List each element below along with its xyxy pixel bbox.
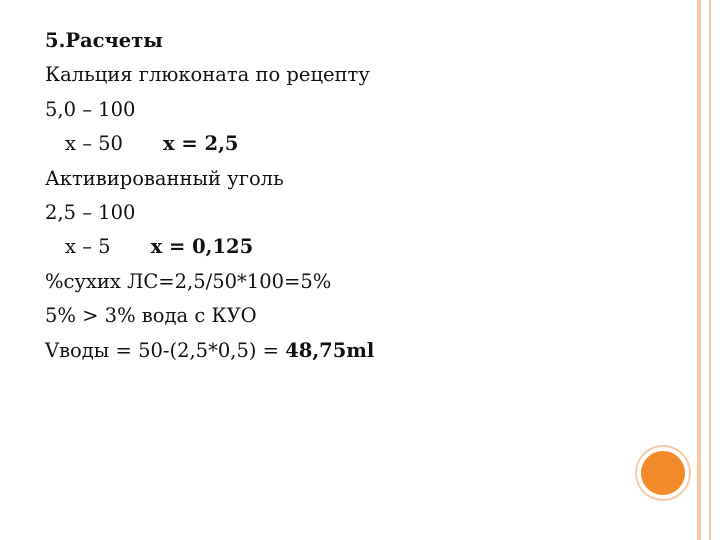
decorative-border-line bbox=[709, 0, 711, 540]
decorative-border-line bbox=[697, 0, 701, 540]
calcium-proportion-2: x – 50 bbox=[65, 132, 123, 156]
water-volume-expression: Vводы = 50-(2,5*0,5) = bbox=[45, 338, 286, 362]
carbon-proportion-1: 2,5 – 100 bbox=[45, 200, 136, 224]
carbon-proportion-2: x – 5 bbox=[65, 235, 111, 259]
water-volume-result: 48,75ml bbox=[285, 338, 375, 362]
decorative-circle-icon bbox=[641, 451, 685, 495]
calcium-result: x = 2,5 bbox=[162, 132, 239, 156]
calcium-proportion-2-row bbox=[45, 127, 645, 161]
calcium-proportion-1: 5,0 – 100 bbox=[45, 97, 136, 121]
carbon-proportion-2-row bbox=[45, 230, 645, 264]
dry-substances-formula: %сухих ЛС=2,5/50*100=5% bbox=[45, 269, 332, 293]
slide-heading: 5.Расчеты bbox=[45, 29, 163, 52]
slide-content bbox=[45, 24, 645, 368]
water-volume-row bbox=[45, 334, 645, 368]
carbon-label: Активированный уголь bbox=[45, 166, 284, 190]
comparison-line: 5% > 3% вода с КУО bbox=[45, 304, 257, 328]
carbon-result: x = 0,125 bbox=[150, 235, 254, 259]
calcium-label: Кальция глюконата по рецепту bbox=[45, 63, 370, 87]
